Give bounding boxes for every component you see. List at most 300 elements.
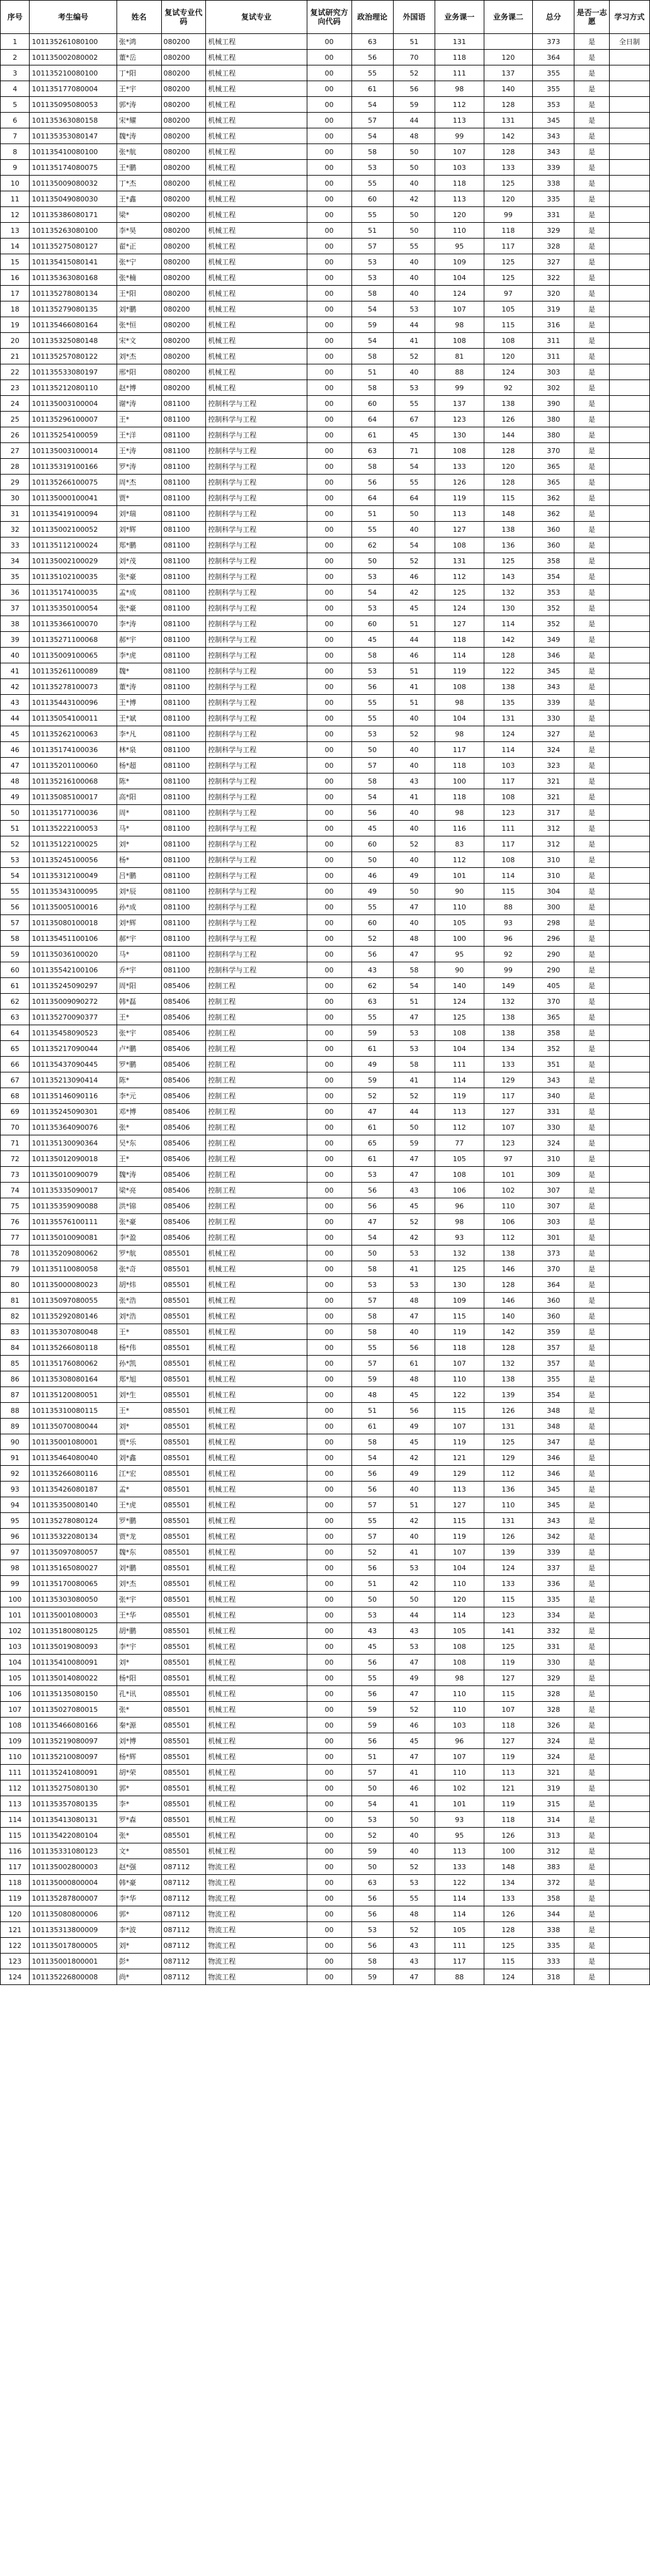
cell-col-candidate-id: 101135335090017 bbox=[30, 1183, 117, 1198]
cell-col-first-choice: 是 bbox=[574, 1938, 609, 1954]
cell-col-seq: 87 bbox=[1, 1387, 30, 1403]
cell-col-total: 323 bbox=[533, 758, 574, 773]
cell-col-subject-1: 133 bbox=[435, 459, 484, 475]
cell-col-subject-1: 125 bbox=[435, 585, 484, 600]
cell-col-name: 刘*杰 bbox=[117, 1576, 161, 1592]
cell-col-name: 孔*讯 bbox=[117, 1686, 161, 1702]
cell-col-name: 丁*阳 bbox=[117, 65, 161, 81]
cell-col-foreign-language: 55 bbox=[393, 475, 435, 490]
cell-col-first-choice: 是 bbox=[574, 1214, 609, 1230]
cell-col-subject-1: 98 bbox=[435, 317, 484, 333]
cell-col-foreign-language: 52 bbox=[393, 1702, 435, 1718]
cell-col-subject-1: 107 bbox=[435, 1544, 484, 1560]
cell-col-direction-code: 00 bbox=[307, 176, 351, 191]
cell-col-major: 机械工程 bbox=[206, 1482, 307, 1497]
cell-col-candidate-id: 101135217090044 bbox=[30, 1041, 117, 1057]
cell-col-first-choice: 是 bbox=[574, 836, 609, 852]
cell-col-total: 335 bbox=[533, 1592, 574, 1607]
cell-col-direction-code: 00 bbox=[307, 380, 351, 396]
cell-col-candidate-id: 101135312100049 bbox=[30, 868, 117, 884]
cell-col-candidate-id: 101135226800008 bbox=[30, 1969, 117, 1985]
cell-col-direction-code: 00 bbox=[307, 1198, 351, 1214]
cell-col-major-code: 081100 bbox=[161, 852, 206, 868]
cell-col-seq: 41 bbox=[1, 663, 30, 679]
cell-col-study-mode bbox=[609, 1513, 649, 1529]
cell-col-subject-2: 149 bbox=[484, 978, 532, 994]
cell-col-study-mode bbox=[609, 1293, 649, 1308]
cell-col-seq: 115 bbox=[1, 1828, 30, 1843]
cell-col-major-code: 085406 bbox=[161, 1057, 206, 1072]
cell-col-direction-code: 00 bbox=[307, 396, 351, 412]
cell-col-major: 机械工程 bbox=[206, 1434, 307, 1450]
cell-col-first-choice: 是 bbox=[574, 1277, 609, 1293]
cell-col-study-mode bbox=[609, 1167, 649, 1183]
cell-col-direction-code: 00 bbox=[307, 160, 351, 176]
cell-col-seq: 38 bbox=[1, 616, 30, 632]
cell-col-subject-2: 123 bbox=[484, 805, 532, 821]
cell-col-name: 杨*阳 bbox=[117, 1670, 161, 1686]
table-row bbox=[1, 1324, 650, 1340]
cell-col-first-choice: 是 bbox=[574, 1765, 609, 1780]
cell-col-name: 王*斌 bbox=[117, 711, 161, 726]
cell-col-study-mode bbox=[609, 364, 649, 380]
table-row bbox=[1, 994, 650, 1010]
cell-col-candidate-id: 101135102100035 bbox=[30, 569, 117, 585]
cell-col-subject-1: 95 bbox=[435, 947, 484, 962]
cell-col-major-code: 085406 bbox=[161, 1135, 206, 1151]
cell-col-major-code: 080200 bbox=[161, 254, 206, 270]
cell-col-seq: 76 bbox=[1, 1214, 30, 1230]
table-row bbox=[1, 522, 650, 537]
cell-col-subject-1: 126 bbox=[435, 475, 484, 490]
cell-col-foreign-language: 44 bbox=[393, 632, 435, 648]
cell-col-name: 张* bbox=[117, 1828, 161, 1843]
cell-col-subject-1: 108 bbox=[435, 1167, 484, 1183]
cell-col-seq: 34 bbox=[1, 553, 30, 569]
cell-col-seq: 96 bbox=[1, 1529, 30, 1544]
cell-col-foreign-language: 40 bbox=[393, 286, 435, 301]
cell-col-foreign-language: 71 bbox=[393, 443, 435, 459]
cell-col-major-code: 081100 bbox=[161, 931, 206, 947]
cell-col-subject-2: 138 bbox=[484, 522, 532, 537]
cell-col-study-mode bbox=[609, 1843, 649, 1859]
cell-col-study-mode bbox=[609, 1214, 649, 1230]
cell-col-total: 303 bbox=[533, 1214, 574, 1230]
cell-col-foreign-language: 43 bbox=[393, 773, 435, 789]
cell-col-candidate-id: 101135165080027 bbox=[30, 1560, 117, 1576]
cell-col-first-choice: 是 bbox=[574, 475, 609, 490]
cell-col-first-choice: 是 bbox=[574, 1843, 609, 1859]
cell-col-direction-code: 00 bbox=[307, 821, 351, 836]
cell-col-first-choice: 是 bbox=[574, 1560, 609, 1576]
cell-col-candidate-id: 101135000800004 bbox=[30, 1875, 117, 1891]
cell-col-candidate-id: 101135112100024 bbox=[30, 537, 117, 553]
cell-col-foreign-language: 42 bbox=[393, 191, 435, 207]
cell-col-major: 控制科学与工程 bbox=[206, 679, 307, 695]
cell-col-foreign-language: 50 bbox=[393, 1812, 435, 1828]
cell-col-major-code: 085501 bbox=[161, 1702, 206, 1718]
cell-col-name: 刘*生 bbox=[117, 1387, 161, 1403]
cell-col-candidate-id: 101135437090445 bbox=[30, 1057, 117, 1072]
cell-col-major-code: 080200 bbox=[161, 34, 206, 50]
cell-col-major-code: 085501 bbox=[161, 1686, 206, 1702]
cell-col-foreign-language: 40 bbox=[393, 711, 435, 726]
cell-col-subject-2: 141 bbox=[484, 1623, 532, 1639]
cell-col-total: 355 bbox=[533, 65, 574, 81]
cell-col-major: 控制科学与工程 bbox=[206, 931, 307, 947]
cell-col-name: 王*涛 bbox=[117, 443, 161, 459]
cell-col-direction-code: 00 bbox=[307, 317, 351, 333]
cell-col-total: 328 bbox=[533, 1702, 574, 1718]
cell-col-first-choice: 是 bbox=[574, 1796, 609, 1812]
cell-col-first-choice: 是 bbox=[574, 1340, 609, 1356]
cell-col-name: 王* bbox=[117, 1010, 161, 1025]
table-row bbox=[1, 1623, 650, 1639]
cell-col-name: 张*豪 bbox=[117, 600, 161, 616]
cell-col-total: 370 bbox=[533, 443, 574, 459]
cell-col-name: 刘*鑫 bbox=[117, 1450, 161, 1466]
cell-col-total: 349 bbox=[533, 632, 574, 648]
cell-col-name: 韩*磊 bbox=[117, 994, 161, 1010]
cell-col-candidate-id: 101135000080023 bbox=[30, 1277, 117, 1293]
cell-col-first-choice: 是 bbox=[574, 1576, 609, 1592]
cell-col-direction-code: 00 bbox=[307, 1403, 351, 1419]
cell-col-seq: 1 bbox=[1, 34, 30, 50]
cell-col-seq: 73 bbox=[1, 1167, 30, 1183]
table-row bbox=[1, 852, 650, 868]
header-col-politics: 政治理论 bbox=[351, 1, 393, 34]
cell-col-direction-code: 00 bbox=[307, 1592, 351, 1607]
cell-col-seq: 12 bbox=[1, 207, 30, 223]
cell-col-study-mode bbox=[609, 427, 649, 443]
cell-col-name: 胡*荣 bbox=[117, 1765, 161, 1780]
cell-col-first-choice: 是 bbox=[574, 679, 609, 695]
cell-col-politics: 55 bbox=[351, 711, 393, 726]
cell-col-subject-2: 125 bbox=[484, 254, 532, 270]
cell-col-name: 周*杰 bbox=[117, 475, 161, 490]
cell-col-first-choice: 是 bbox=[574, 1718, 609, 1733]
cell-col-name: 洪*锦 bbox=[117, 1198, 161, 1214]
cell-col-candidate-id: 101135261080100 bbox=[30, 34, 117, 50]
cell-col-politics: 58 bbox=[351, 459, 393, 475]
cell-col-foreign-language: 47 bbox=[393, 1969, 435, 1985]
cell-col-candidate-id: 101135261100089 bbox=[30, 663, 117, 679]
cell-col-subject-1: 105 bbox=[435, 1623, 484, 1639]
cell-col-politics: 63 bbox=[351, 994, 393, 1010]
cell-col-name: 赵*博 bbox=[117, 380, 161, 396]
cell-col-first-choice: 是 bbox=[574, 962, 609, 978]
cell-col-subject-1: 127 bbox=[435, 1497, 484, 1513]
cell-col-subject-1: 112 bbox=[435, 569, 484, 585]
cell-col-direction-code: 00 bbox=[307, 1135, 351, 1151]
cell-col-first-choice: 是 bbox=[574, 144, 609, 160]
cell-col-subject-1: 118 bbox=[435, 1340, 484, 1356]
cell-col-foreign-language: 41 bbox=[393, 1261, 435, 1277]
cell-col-direction-code: 00 bbox=[307, 1482, 351, 1497]
cell-col-subject-1: 105 bbox=[435, 1151, 484, 1167]
cell-col-subject-1: 123 bbox=[435, 412, 484, 427]
cell-col-subject-2: 133 bbox=[484, 1576, 532, 1592]
cell-col-first-choice: 是 bbox=[574, 711, 609, 726]
cell-col-subject-2: 108 bbox=[484, 789, 532, 805]
cell-col-seq: 42 bbox=[1, 679, 30, 695]
cell-col-first-choice: 是 bbox=[574, 632, 609, 648]
cell-col-foreign-language: 46 bbox=[393, 648, 435, 663]
cell-col-subject-2: 113 bbox=[484, 1765, 532, 1780]
cell-col-first-choice: 是 bbox=[574, 490, 609, 506]
cell-col-subject-2: 134 bbox=[484, 1875, 532, 1891]
cell-col-study-mode bbox=[609, 726, 649, 742]
cell-col-foreign-language: 52 bbox=[393, 553, 435, 569]
cell-col-subject-2: 108 bbox=[484, 852, 532, 868]
cell-col-foreign-language: 40 bbox=[393, 1482, 435, 1497]
cell-col-first-choice: 是 bbox=[574, 522, 609, 537]
cell-col-study-mode bbox=[609, 1450, 649, 1466]
cell-col-major-code: 080200 bbox=[161, 65, 206, 81]
cell-col-candidate-id: 101135097080057 bbox=[30, 1544, 117, 1560]
cell-col-candidate-id: 101135009100065 bbox=[30, 648, 117, 663]
cell-col-name: 张*豪 bbox=[117, 1214, 161, 1230]
cell-col-direction-code: 00 bbox=[307, 1010, 351, 1025]
cell-col-major-code: 081100 bbox=[161, 758, 206, 773]
header-row bbox=[1, 1, 650, 34]
cell-col-total: 330 bbox=[533, 1120, 574, 1135]
cell-col-major-code: 085501 bbox=[161, 1655, 206, 1670]
cell-col-first-choice: 是 bbox=[574, 537, 609, 553]
cell-col-politics: 59 bbox=[351, 317, 393, 333]
cell-col-candidate-id: 101135275080127 bbox=[30, 239, 117, 254]
table-row bbox=[1, 1293, 650, 1308]
cell-col-direction-code: 00 bbox=[307, 270, 351, 286]
cell-col-seq: 101 bbox=[1, 1607, 30, 1623]
cell-col-study-mode bbox=[609, 396, 649, 412]
cell-col-major: 机械工程 bbox=[206, 207, 307, 223]
cell-col-major-code: 085406 bbox=[161, 1167, 206, 1183]
cell-col-direction-code: 00 bbox=[307, 1151, 351, 1167]
cell-col-politics: 61 bbox=[351, 1151, 393, 1167]
cell-col-subject-1: 105 bbox=[435, 1922, 484, 1938]
cell-col-subject-2: 114 bbox=[484, 742, 532, 758]
cell-col-study-mode bbox=[609, 1623, 649, 1639]
cell-col-politics: 57 bbox=[351, 1497, 393, 1513]
cell-col-major: 控制工程 bbox=[206, 1088, 307, 1104]
cell-col-politics: 56 bbox=[351, 1183, 393, 1198]
cell-col-major: 机械工程 bbox=[206, 1686, 307, 1702]
cell-col-study-mode bbox=[609, 899, 649, 915]
cell-col-candidate-id: 101135303080050 bbox=[30, 1592, 117, 1607]
cell-col-major: 控制工程 bbox=[206, 1025, 307, 1041]
cell-col-seq: 77 bbox=[1, 1230, 30, 1246]
cell-col-subject-1: 132 bbox=[435, 1246, 484, 1261]
cell-col-subject-2: 131 bbox=[484, 113, 532, 128]
cell-col-first-choice: 是 bbox=[574, 931, 609, 947]
cell-col-candidate-id: 101135010090081 bbox=[30, 1230, 117, 1246]
cell-col-direction-code: 00 bbox=[307, 805, 351, 821]
cell-col-foreign-language: 40 bbox=[393, 364, 435, 380]
header-col-total: 总分 bbox=[533, 1, 574, 34]
cell-col-direction-code: 00 bbox=[307, 1246, 351, 1261]
cell-col-study-mode bbox=[609, 616, 649, 632]
table-row bbox=[1, 1718, 650, 1733]
cell-col-first-choice: 是 bbox=[574, 1041, 609, 1057]
cell-col-subject-1: 117 bbox=[435, 742, 484, 758]
cell-col-candidate-id: 101135070080044 bbox=[30, 1419, 117, 1434]
cell-col-seq: 97 bbox=[1, 1544, 30, 1560]
cell-col-name: 王*鑫 bbox=[117, 191, 161, 207]
cell-col-foreign-language: 51 bbox=[393, 695, 435, 711]
cell-col-major: 机械工程 bbox=[206, 1812, 307, 1828]
table-row bbox=[1, 1214, 650, 1230]
cell-col-foreign-language: 47 bbox=[393, 1167, 435, 1183]
cell-col-subject-2: 119 bbox=[484, 1796, 532, 1812]
cell-col-name: 王* bbox=[117, 1151, 161, 1167]
cell-col-major-code: 085501 bbox=[161, 1828, 206, 1843]
cell-col-study-mode bbox=[609, 1718, 649, 1733]
cell-col-total: 365 bbox=[533, 459, 574, 475]
cell-col-major: 控制工程 bbox=[206, 1104, 307, 1120]
cell-col-total: 358 bbox=[533, 1025, 574, 1041]
cell-col-total: 352 bbox=[533, 1041, 574, 1057]
cell-col-major: 控制工程 bbox=[206, 1183, 307, 1198]
cell-col-politics: 54 bbox=[351, 789, 393, 805]
cell-col-total: 310 bbox=[533, 1151, 574, 1167]
cell-col-foreign-language: 44 bbox=[393, 113, 435, 128]
table-row bbox=[1, 380, 650, 396]
cell-col-seq: 46 bbox=[1, 742, 30, 758]
cell-col-first-choice: 是 bbox=[574, 1120, 609, 1135]
cell-col-subject-2: 118 bbox=[484, 223, 532, 239]
cell-col-study-mode bbox=[609, 333, 649, 349]
table-row bbox=[1, 569, 650, 585]
cell-col-major-code: 081100 bbox=[161, 821, 206, 836]
cell-col-first-choice: 是 bbox=[574, 160, 609, 176]
cell-col-subject-1: 117 bbox=[435, 1954, 484, 1969]
cell-col-study-mode bbox=[609, 569, 649, 585]
cell-col-politics: 61 bbox=[351, 81, 393, 97]
cell-col-subject-2: 130 bbox=[484, 600, 532, 616]
cell-col-total: 359 bbox=[533, 1324, 574, 1340]
header-col-candidate-id: 考生编号 bbox=[30, 1, 117, 34]
cell-col-direction-code: 00 bbox=[307, 537, 351, 553]
cell-col-seq: 85 bbox=[1, 1356, 30, 1371]
cell-col-subject-2: 115 bbox=[484, 1592, 532, 1607]
cell-col-politics: 59 bbox=[351, 1702, 393, 1718]
cell-col-seq: 4 bbox=[1, 81, 30, 97]
cell-col-subject-1: 109 bbox=[435, 254, 484, 270]
cell-col-seq: 40 bbox=[1, 648, 30, 663]
cell-col-foreign-language: 51 bbox=[393, 663, 435, 679]
table-row bbox=[1, 616, 650, 632]
cell-col-politics: 53 bbox=[351, 726, 393, 742]
cell-col-politics: 58 bbox=[351, 1954, 393, 1969]
cell-col-seq: 70 bbox=[1, 1120, 30, 1135]
cell-col-major-code: 085406 bbox=[161, 1104, 206, 1120]
cell-col-seq: 6 bbox=[1, 113, 30, 128]
table-row bbox=[1, 1088, 650, 1104]
table-row bbox=[1, 585, 650, 600]
cell-col-subject-2: 115 bbox=[484, 490, 532, 506]
cell-col-subject-1: 88 bbox=[435, 364, 484, 380]
cell-col-direction-code: 00 bbox=[307, 1938, 351, 1954]
cell-col-subject-2: 129 bbox=[484, 1072, 532, 1088]
cell-col-foreign-language: 56 bbox=[393, 1403, 435, 1419]
cell-col-seq: 92 bbox=[1, 1466, 30, 1482]
cell-col-major: 机械工程 bbox=[206, 270, 307, 286]
cell-col-foreign-language: 40 bbox=[393, 742, 435, 758]
table-row bbox=[1, 1639, 650, 1655]
cell-col-study-mode bbox=[609, 1938, 649, 1954]
cell-col-name: 贾* bbox=[117, 490, 161, 506]
cell-col-direction-code: 00 bbox=[307, 1513, 351, 1529]
cell-col-total: 365 bbox=[533, 475, 574, 490]
cell-col-foreign-language: 45 bbox=[393, 427, 435, 443]
cell-col-study-mode bbox=[609, 223, 649, 239]
cell-col-seq: 103 bbox=[1, 1639, 30, 1655]
table-row bbox=[1, 506, 650, 522]
cell-col-first-choice: 是 bbox=[574, 789, 609, 805]
cell-col-candidate-id: 101135287800007 bbox=[30, 1891, 117, 1906]
cell-col-politics: 55 bbox=[351, 522, 393, 537]
cell-col-subject-1: 110 bbox=[435, 1576, 484, 1592]
cell-col-first-choice: 是 bbox=[574, 380, 609, 396]
cell-col-first-choice: 是 bbox=[574, 884, 609, 899]
cell-col-major-code: 085501 bbox=[161, 1340, 206, 1356]
cell-col-name: 郑*旭 bbox=[117, 1371, 161, 1387]
cell-col-politics: 53 bbox=[351, 1812, 393, 1828]
cell-col-major: 控制科学与工程 bbox=[206, 663, 307, 679]
cell-col-study-mode bbox=[609, 50, 649, 65]
cell-col-study-mode bbox=[609, 270, 649, 286]
cell-col-foreign-language: 52 bbox=[393, 65, 435, 81]
cell-col-subject-1: 119 bbox=[435, 1324, 484, 1340]
cell-col-major-code: 081100 bbox=[161, 553, 206, 569]
cell-col-first-choice: 是 bbox=[574, 600, 609, 616]
cell-col-major-code: 080200 bbox=[161, 301, 206, 317]
table-row bbox=[1, 65, 650, 81]
table-row bbox=[1, 1340, 650, 1356]
cell-col-subject-2: 112 bbox=[484, 1230, 532, 1246]
cell-col-foreign-language: 52 bbox=[393, 726, 435, 742]
cell-col-seq: 51 bbox=[1, 821, 30, 836]
cell-col-major-code: 087112 bbox=[161, 1969, 206, 1985]
cell-col-subject-1: 103 bbox=[435, 1718, 484, 1733]
cell-col-name: 刘*鹏 bbox=[117, 1560, 161, 1576]
table-row bbox=[1, 1749, 650, 1765]
cell-col-total: 365 bbox=[533, 1010, 574, 1025]
header-col-study-mode: 学习方式 bbox=[609, 1, 649, 34]
cell-col-name: 郭* bbox=[117, 1906, 161, 1922]
cell-col-name: 杨* bbox=[117, 852, 161, 868]
cell-col-seq: 111 bbox=[1, 1765, 30, 1780]
cell-col-foreign-language: 41 bbox=[393, 333, 435, 349]
cell-col-first-choice: 是 bbox=[574, 333, 609, 349]
cell-col-subject-2: 117 bbox=[484, 1088, 532, 1104]
table-row bbox=[1, 931, 650, 947]
cell-col-subject-1: 98 bbox=[435, 1214, 484, 1230]
cell-col-total: 355 bbox=[533, 1371, 574, 1387]
cell-col-major: 机械工程 bbox=[206, 349, 307, 364]
cell-col-subject-2: 128 bbox=[484, 144, 532, 160]
table-row bbox=[1, 947, 650, 962]
cell-col-name: 李* bbox=[117, 1796, 161, 1812]
cell-col-major-code: 080200 bbox=[161, 97, 206, 113]
cell-col-foreign-language: 46 bbox=[393, 1718, 435, 1733]
cell-col-candidate-id: 101135130090364 bbox=[30, 1135, 117, 1151]
cell-col-first-choice: 是 bbox=[574, 412, 609, 427]
cell-col-foreign-language: 51 bbox=[393, 34, 435, 50]
cell-col-subject-2: 131 bbox=[484, 1419, 532, 1434]
cell-col-candidate-id: 101135451100106 bbox=[30, 931, 117, 947]
